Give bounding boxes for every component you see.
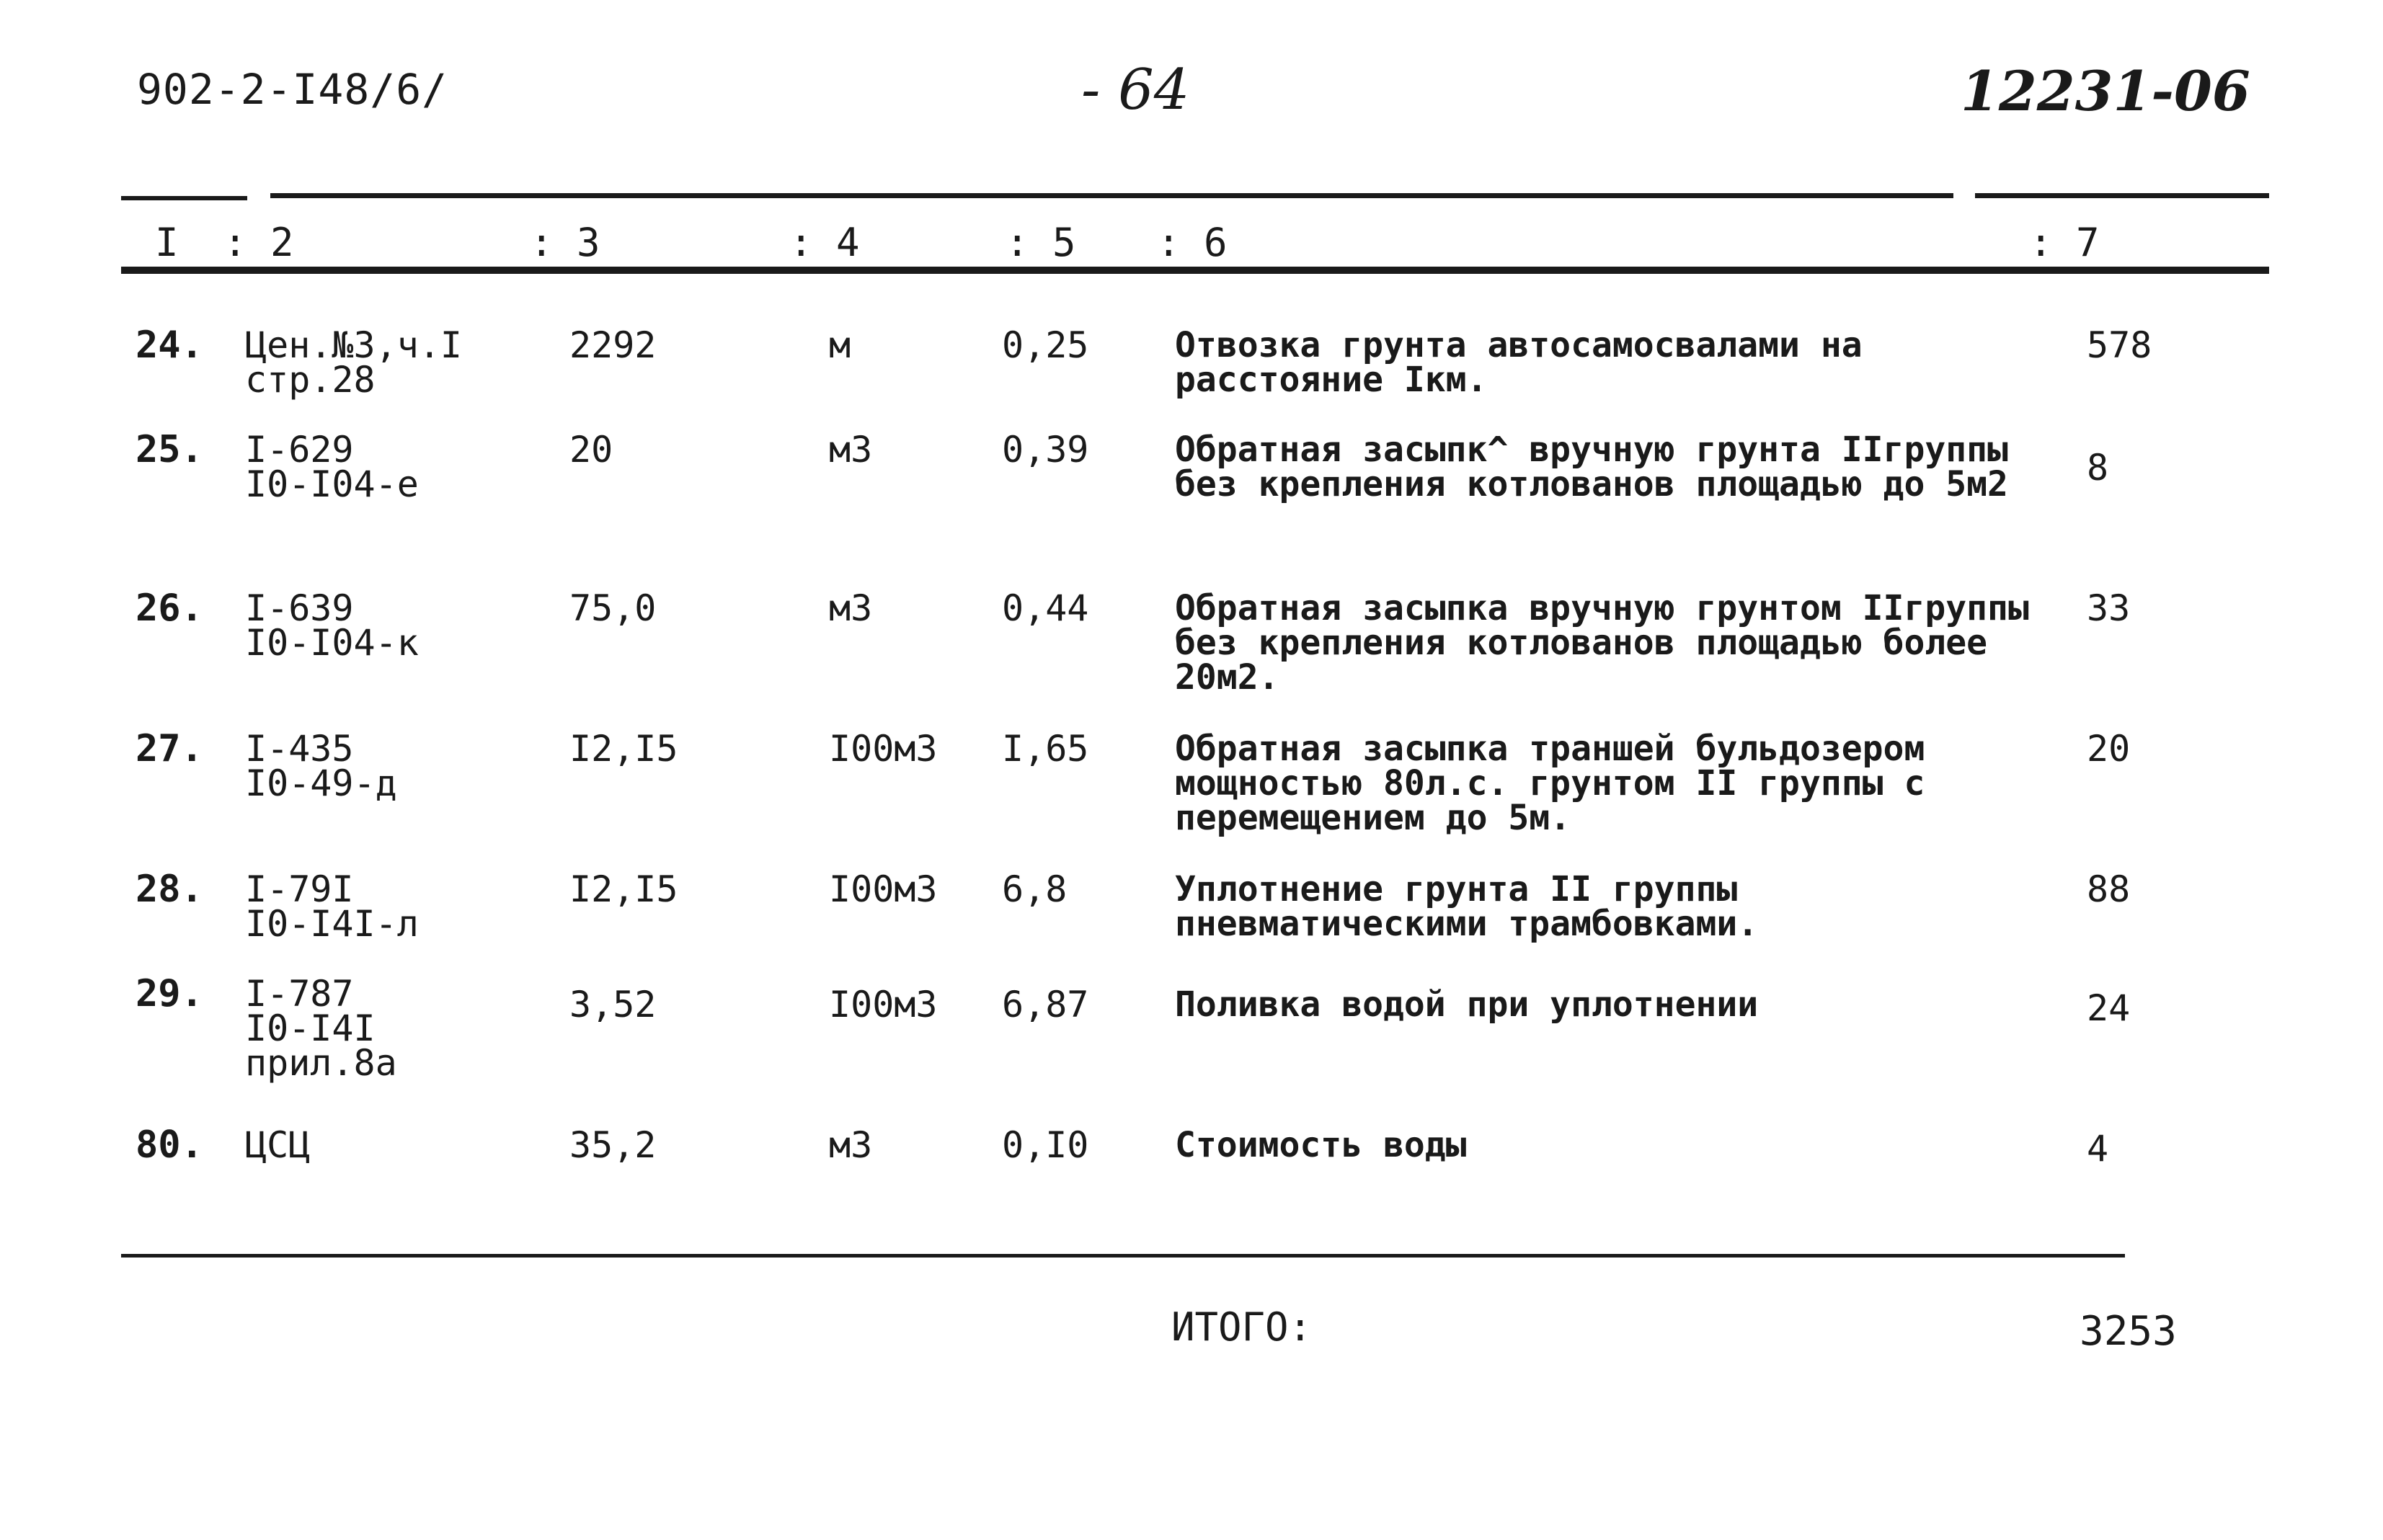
table-row-quantity: I2,I5 bbox=[569, 868, 678, 910]
table-row-code: I-639 I0-I04-к bbox=[245, 587, 419, 664]
table-row-code: ЦСЦ bbox=[245, 1124, 311, 1166]
column-header-6: : 6 bbox=[1157, 220, 1228, 265]
table-row-description: Обратная засыпка траншей бульдозером мощностью 80л.с. грунтом II группы с перемещением до 5м. bbox=[1175, 729, 1925, 838]
total-label: ИТОГО: bbox=[1171, 1304, 1313, 1350]
table-row-number: 24. bbox=[136, 324, 203, 367]
table-row-code: I-629 I0-I04-е bbox=[245, 429, 419, 505]
table-row-unit: м3 bbox=[829, 587, 873, 629]
column-header-1: I bbox=[155, 220, 179, 265]
table-row-price: I,65 bbox=[1002, 728, 1089, 770]
table-row-cost: 4 bbox=[2087, 1128, 2109, 1170]
table-row-quantity: 20 bbox=[569, 429, 613, 471]
table-row-cost: 33 bbox=[2087, 587, 2131, 629]
table-row-unit: м3 bbox=[829, 429, 873, 471]
table-row-code: I-787 I0-I4I прил.8а bbox=[245, 973, 397, 1084]
table-row-number: 25. bbox=[136, 428, 203, 471]
table-row-description: Уплотнение грунта II группы пневматическими трамбовками. bbox=[1175, 869, 1759, 944]
column-header-4: : 4 bbox=[789, 220, 860, 265]
bottom-rule bbox=[121, 1254, 2125, 1258]
table-row-unit: м bbox=[829, 324, 851, 366]
total-value: 3253 bbox=[2080, 1308, 2177, 1355]
table-row-code: I-435 I0-49-д bbox=[245, 728, 397, 804]
table-row-price: 0,25 bbox=[1002, 324, 1089, 366]
table-row-description: Обратная засыпка вручную грунтом IIгруппы без крепления котлованов площадью более 20м2. bbox=[1175, 588, 2029, 698]
table-row-cost: 24 bbox=[2087, 987, 2131, 1029]
table-row-price: 0,44 bbox=[1002, 587, 1089, 629]
table-row-unit: I00м3 bbox=[829, 868, 938, 910]
table-row-cost: 88 bbox=[2087, 868, 2131, 910]
table-row-unit: м3 bbox=[829, 1124, 873, 1166]
table-row-quantity: 2292 bbox=[569, 324, 657, 366]
column-header-3: : 3 bbox=[530, 220, 600, 265]
table-row-cost: 20 bbox=[2087, 728, 2131, 770]
column-header-2: : 2 bbox=[223, 220, 294, 265]
table-row-cost: 8 bbox=[2087, 447, 2109, 489]
top-rule-1 bbox=[121, 196, 247, 200]
table-row-quantity: I2,I5 bbox=[569, 728, 678, 770]
table-row-price: 6,87 bbox=[1002, 984, 1089, 1025]
table-row-code: I-79I I0-I4I-л bbox=[245, 868, 419, 945]
table-row-description: Обратная засыпк^ вручную грунта IIгруппы без крепления котлованов площадью до 5м2 bbox=[1175, 429, 2008, 504]
table-row-price: 6,8 bbox=[1002, 868, 1068, 910]
document-code: 902-2-I48/6/ bbox=[137, 65, 448, 114]
table-row-quantity: 3,52 bbox=[569, 984, 657, 1025]
top-rule-2 bbox=[270, 193, 1953, 198]
table-row-quantity: 75,0 bbox=[569, 587, 657, 629]
table-row-code: Цен.№3,ч.I стр.28 bbox=[245, 324, 463, 401]
table-row-price: 0,I0 bbox=[1002, 1124, 1089, 1166]
table-row-number: 26. bbox=[136, 587, 203, 630]
table-row-price: 0,39 bbox=[1002, 429, 1089, 471]
column-header-5: : 5 bbox=[1006, 220, 1076, 265]
table-row-number: 27. bbox=[136, 727, 203, 770]
table-row-description: Поливка водой при уплотнении bbox=[1175, 984, 1759, 1025]
page-number: - 64 bbox=[1081, 58, 1190, 123]
table-row-description: Стоимость воды bbox=[1175, 1125, 1467, 1165]
column-header-7: : 7 bbox=[2029, 220, 2100, 265]
inventory-number: 12231-06 bbox=[1961, 59, 2250, 123]
table-row-description: Отвозка грунта автосамосвалами на расстояние Iкм. bbox=[1175, 325, 1863, 400]
table-row-number: 28. bbox=[136, 868, 203, 911]
table-row-quantity: 35,2 bbox=[569, 1124, 657, 1166]
table-row-unit: I00м3 bbox=[829, 984, 938, 1025]
table-row-number: 80. bbox=[136, 1123, 203, 1167]
table-row-number: 29. bbox=[136, 972, 203, 1015]
table-row-unit: I00м3 bbox=[829, 728, 938, 770]
top-rule-3 bbox=[1975, 193, 2269, 198]
table-row-cost: 578 bbox=[2087, 324, 2152, 366]
header-rule bbox=[121, 267, 2269, 274]
